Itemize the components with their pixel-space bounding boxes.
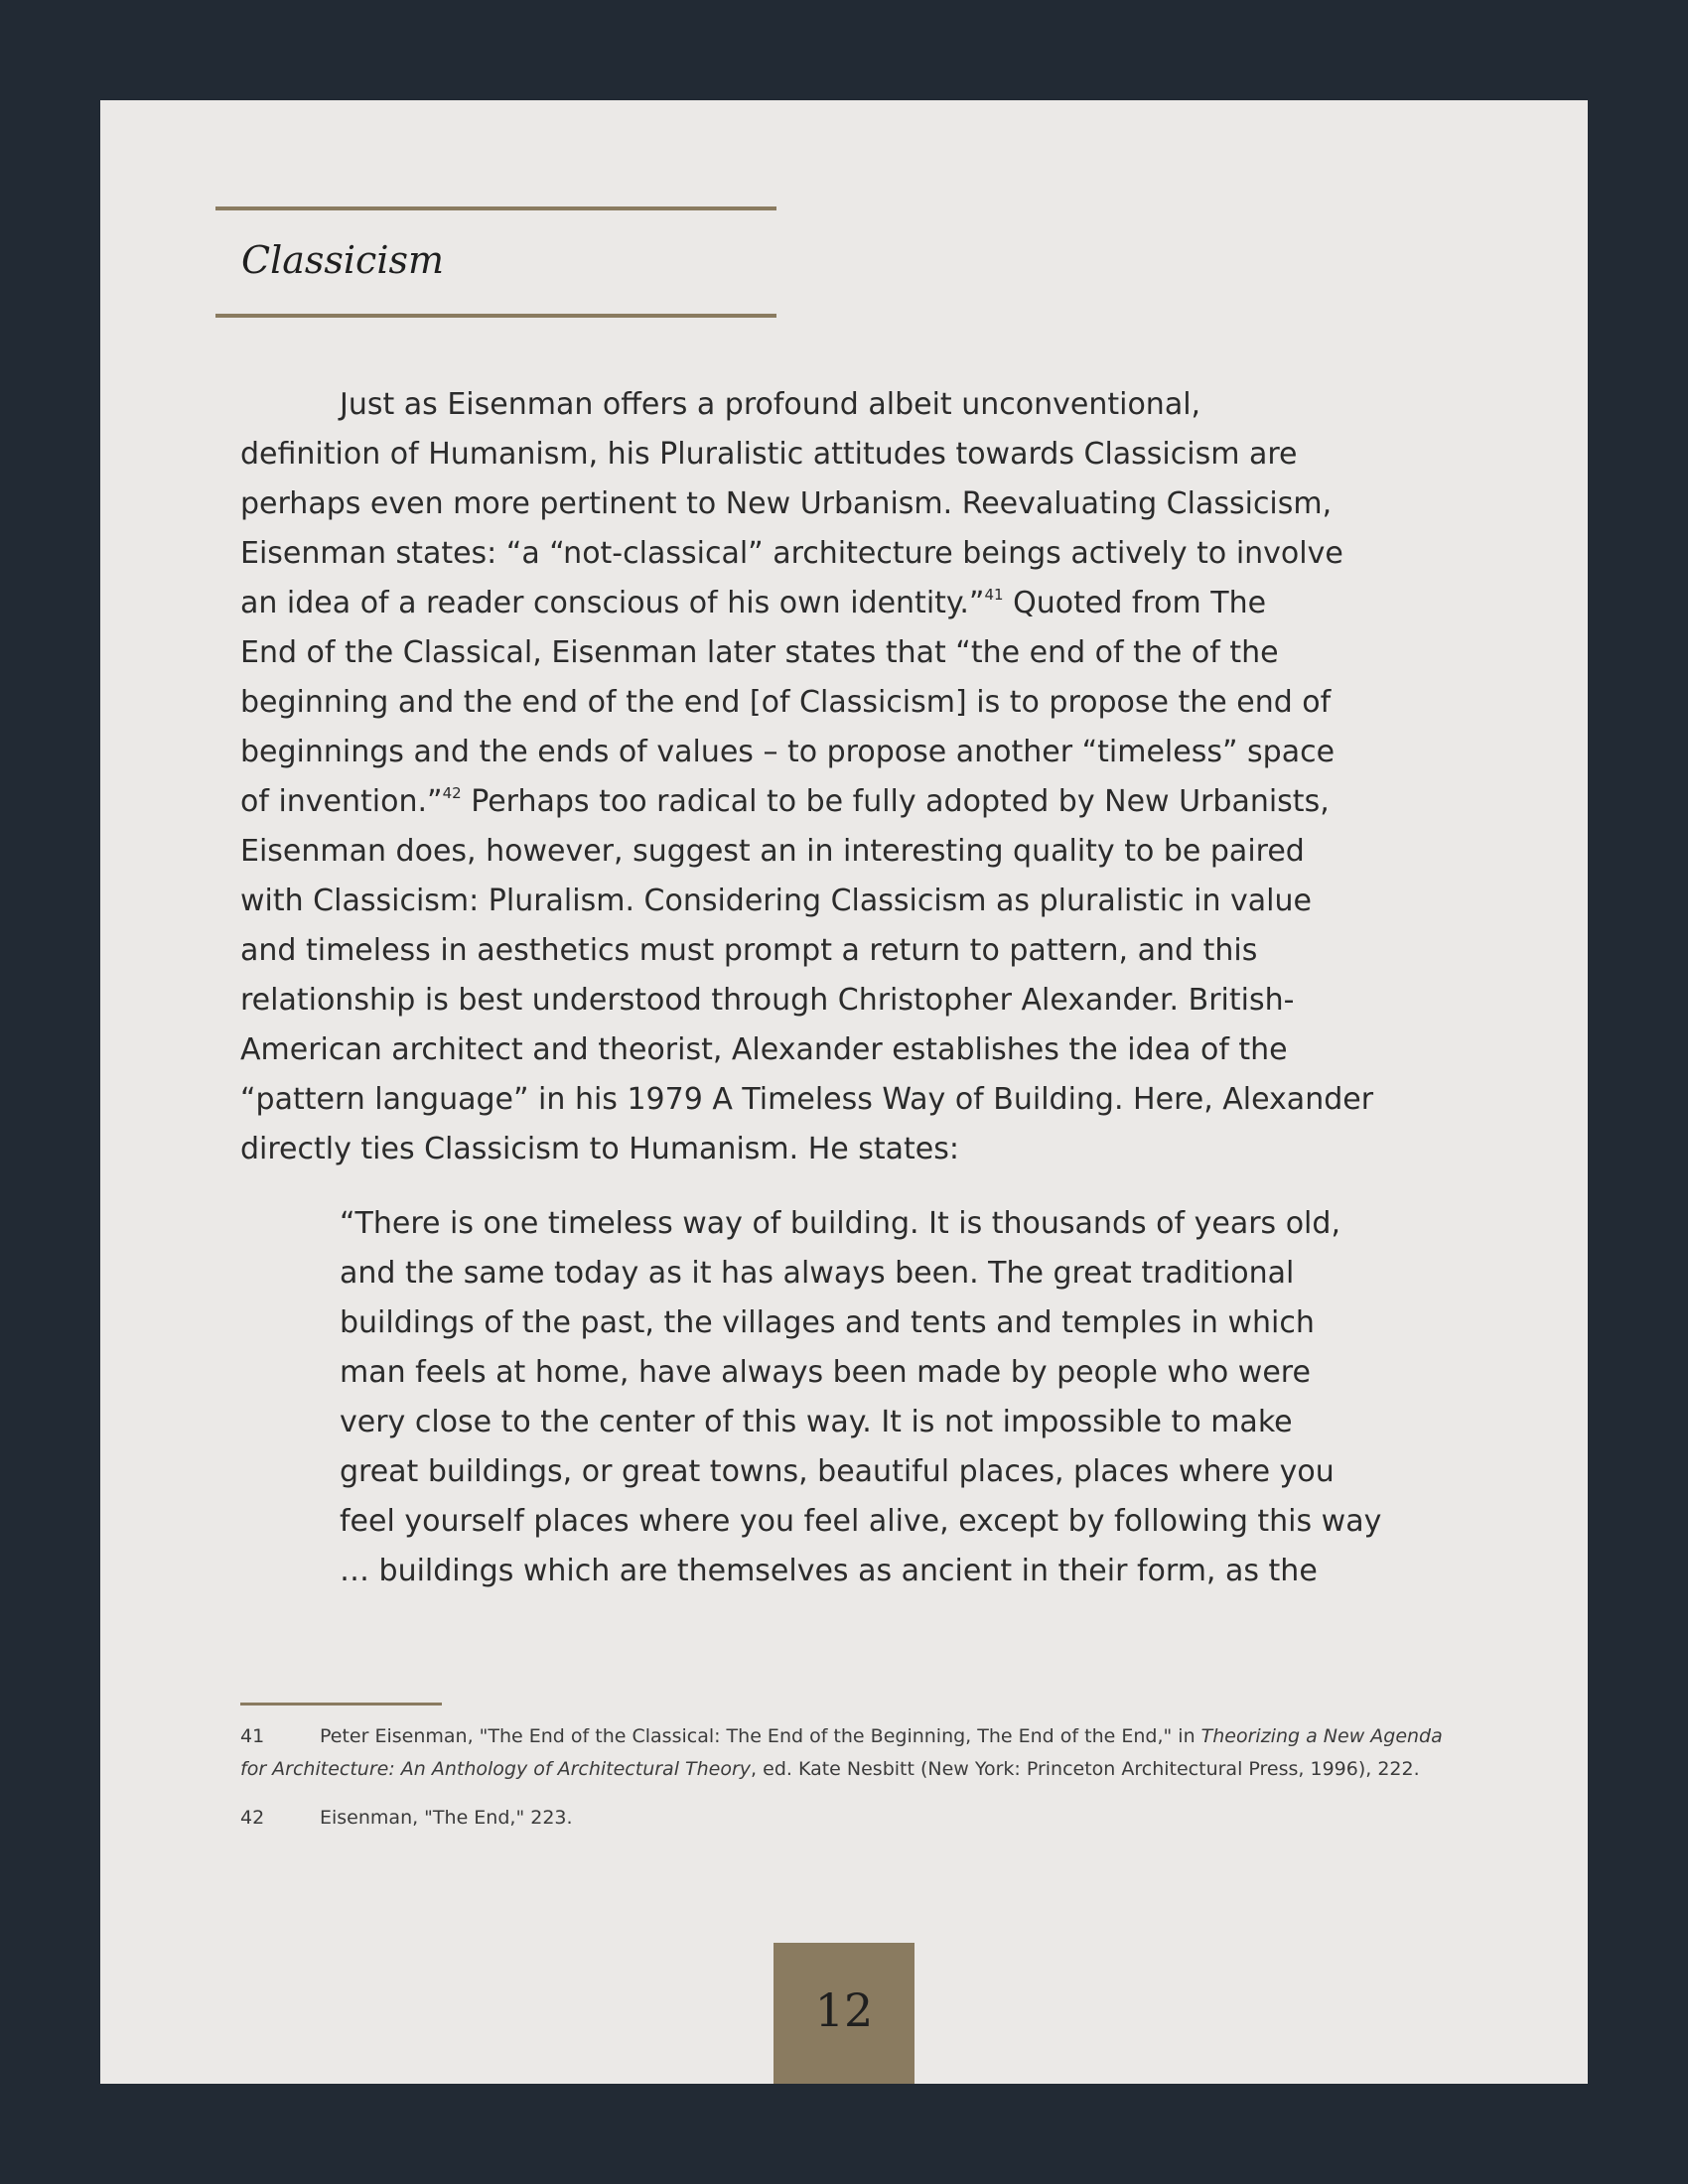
body-line: beginnings and the ends of values – to propose another “timeless” space [240, 735, 1336, 769]
footnote-title: Theorizing a New Agenda [1200, 1725, 1443, 1747]
page-number: 12 [814, 1983, 874, 2037]
footnote-ref-42: 42 [442, 784, 462, 802]
heading-top-rule [215, 206, 776, 210]
body-line [240, 777, 1511, 827]
body-line: definition of Humanism, his Pluralistic attitudes towards Classicism are [240, 437, 1298, 472]
body-line: beginning and the end of the end [of Classicism] is to propose the end of [240, 685, 1332, 720]
body-paragraph [240, 380, 1511, 1174]
body-line [240, 579, 1511, 628]
body-line: Eisenman does, however, suggest an in interesting quality to be paired [240, 834, 1305, 869]
quote-line: man feels at home, have always been made by people who were [340, 1355, 1311, 1390]
body-line: relationship is best understood through Christopher Alexander. British- [240, 983, 1295, 1018]
page-number-badge [774, 1943, 914, 2084]
footnote-text: , ed. Kate Nesbitt (New York: Princeton Architectural Press, 1996), 222. [751, 1758, 1420, 1780]
body-line: perhaps even more pertinent to New Urbanism. Reevaluating Classicism, [240, 486, 1333, 521]
body-line-text: an idea of a reader conscious of his own identity.” [240, 586, 985, 620]
body-line: Just as Eisenman offers a profound albeit unconventional, [340, 387, 1201, 422]
body-line: American architect and theorist, Alexander establishes the idea of the [240, 1032, 1288, 1067]
block-quote [340, 1199, 1511, 1596]
quote-line: very close to the center of this way. It is not impossible to make [340, 1405, 1293, 1439]
quote-line: and the same today as it has always been. The great traditional [340, 1256, 1295, 1291]
body-line-text: Perhaps too radical to be fully adopted by New Urbanists, [461, 784, 1330, 819]
footnote-ref-41: 41 [984, 586, 1004, 604]
body-line-text: of invention.” [240, 784, 443, 819]
body-line: End of the Classical, Eisenman later states that “the end of the of the [240, 635, 1279, 670]
quote-line: great buildings, or great towns, beautiful places, places where you [340, 1454, 1335, 1489]
footnote-number: 41 [240, 1725, 265, 1747]
section-title: Classicism [241, 238, 445, 282]
body-line-text: Quoted from The [1003, 586, 1267, 620]
footnote-text: Peter Eisenman, "The End of the Classical: The End of the Beginning, The End of the End," in [320, 1725, 1201, 1747]
body-line: directly ties Classicism to Humanism. He states: [240, 1132, 959, 1166]
body-line: Eisenman states: “a “not-classical” architecture beings actively to involve [240, 536, 1343, 571]
body-line: with Classicism: Pluralism. Considering Classicism as pluralistic in value [240, 884, 1312, 918]
footnote-number: 42 [240, 1807, 265, 1829]
footnote-title: for Architecture: An Anthology of Architectural Theory [240, 1758, 752, 1780]
quote-line: “There is one timeless way of building. It is thousands of years old, [340, 1206, 1340, 1241]
quote-line: … buildings which are themselves as ancient in their form, as the [340, 1554, 1318, 1588]
footnote-41-continued [240, 1753, 1511, 1786]
document-page [100, 100, 1588, 2084]
heading-bottom-rule [215, 314, 776, 318]
footnote-41 [240, 1720, 1511, 1753]
body-line: “pattern language” in his 1979 A Timeless Way of Building. Here, Alexander [240, 1082, 1374, 1117]
footnotes [240, 1720, 1511, 1835]
footnote-text: Eisenman, "The End," 223. [320, 1807, 573, 1829]
quote-line: feel yourself places where you feel alive, except by following this way [340, 1504, 1382, 1539]
footnote-42 [240, 1802, 1511, 1835]
footnote-separator [240, 1703, 442, 1706]
quote-line: buildings of the past, the villages and tents and temples in which [340, 1305, 1315, 1340]
body-line: and timeless in aesthetics must prompt a return to pattern, and this [240, 933, 1258, 968]
